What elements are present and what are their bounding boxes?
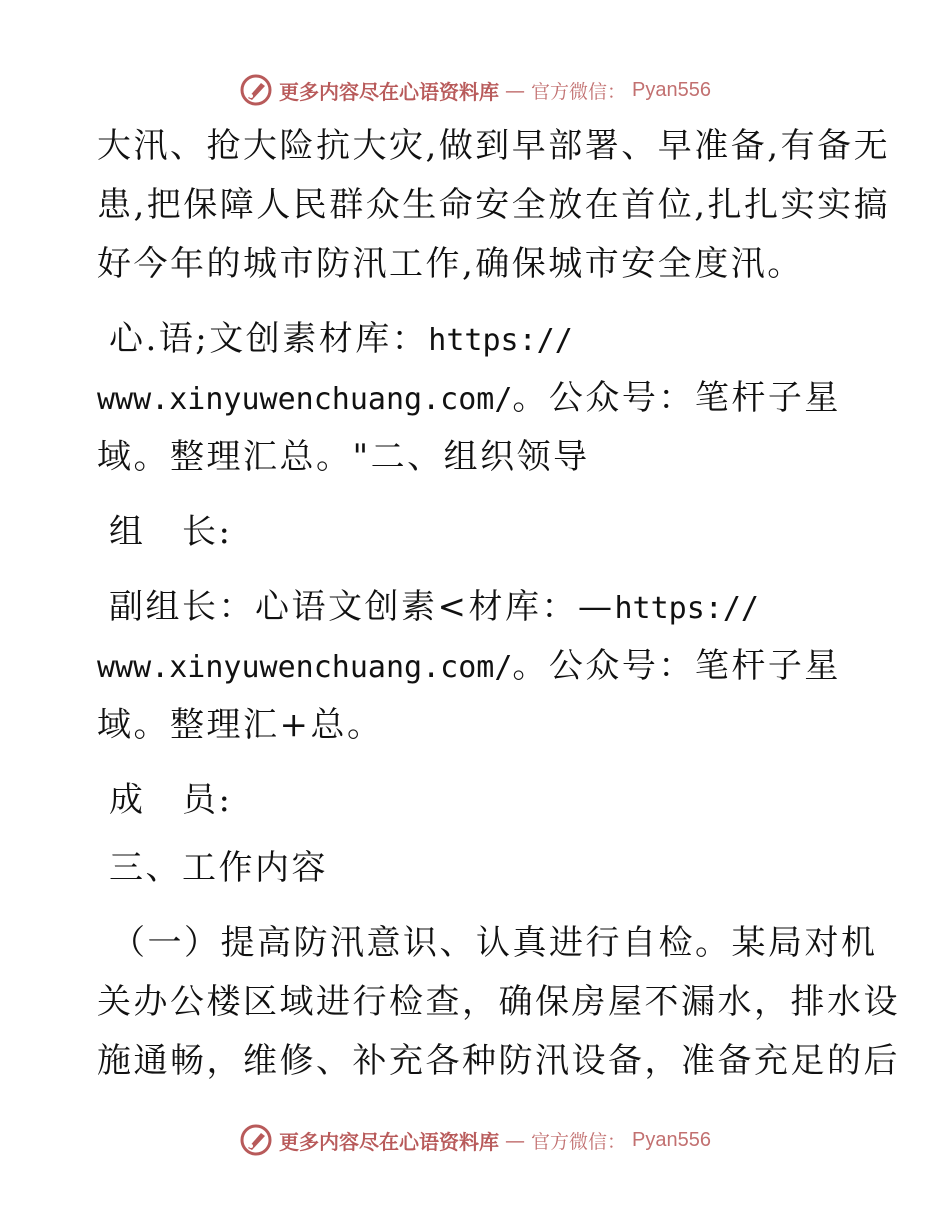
- paragraph-line: 施通畅，维修、补充各种防汛设备，准备充足的后: [97, 1041, 900, 1081]
- paragraph-line: 关办公楼区域进行检查，确保房屋不漏水，排水设: [97, 982, 900, 1022]
- source-url-prefix: https://: [428, 323, 573, 358]
- members-label: 成 员:: [109, 780, 233, 820]
- banner-separator: —: [505, 1128, 525, 1152]
- section-heading: 三、工作内容: [109, 848, 328, 888]
- banner-wechat-label: 官方微信：: [531, 1130, 627, 1153]
- paragraph-line: 好今年的城市防汛工作,确保城市安全度汛。: [97, 244, 804, 284]
- source-line: [97, 376, 841, 420]
- deputy-leader-line: [109, 585, 759, 629]
- banner-wechat-label: 官方微信：: [531, 80, 627, 103]
- source-line: [97, 644, 841, 688]
- deputy-leader-label: 副组长：心语文创素<材库：—: [109, 587, 615, 627]
- paragraph-line: 患,把保障人民群众生命安全放在首位,扎扎实实搞: [97, 185, 891, 225]
- paragraph-line: 域。整理汇总。"二、组织领导: [97, 437, 590, 477]
- source-line: [109, 317, 573, 361]
- banner-wechat-id: Pyan556: [632, 78, 711, 101]
- source-url-prefix: https://: [614, 591, 759, 626]
- paragraph-line: 大汛、抢大险抗大灾,做到早部署、早准备,有备无: [97, 126, 891, 166]
- source-label: 心.语;文创素材库：: [109, 319, 429, 359]
- source-account: 。公众号：笔杆子星: [512, 378, 841, 418]
- paragraph-line: （一）提高防汛意识、认真进行自检。某局对机: [111, 923, 878, 963]
- pen-logo-icon: [239, 73, 273, 107]
- footer-banner: [0, 1120, 950, 1160]
- banner-text: 更多内容尽在心语资料库: [279, 1129, 499, 1154]
- source-url: www.xinyuwenchuang.com/: [97, 650, 513, 685]
- banner-separator: —: [505, 78, 525, 102]
- group-leader-label: 组 长:: [109, 512, 233, 552]
- source-url: www.xinyuwenchuang.com/: [97, 382, 513, 417]
- header-banner: [0, 70, 950, 110]
- paragraph-line: 域。整理汇+总。: [97, 705, 384, 745]
- banner-text: 更多内容尽在心语资料库: [279, 79, 499, 104]
- banner-wechat-id: Pyan556: [632, 1128, 711, 1151]
- source-account: 。公众号：笔杆子星: [512, 646, 841, 686]
- pen-logo-icon: [239, 1123, 273, 1157]
